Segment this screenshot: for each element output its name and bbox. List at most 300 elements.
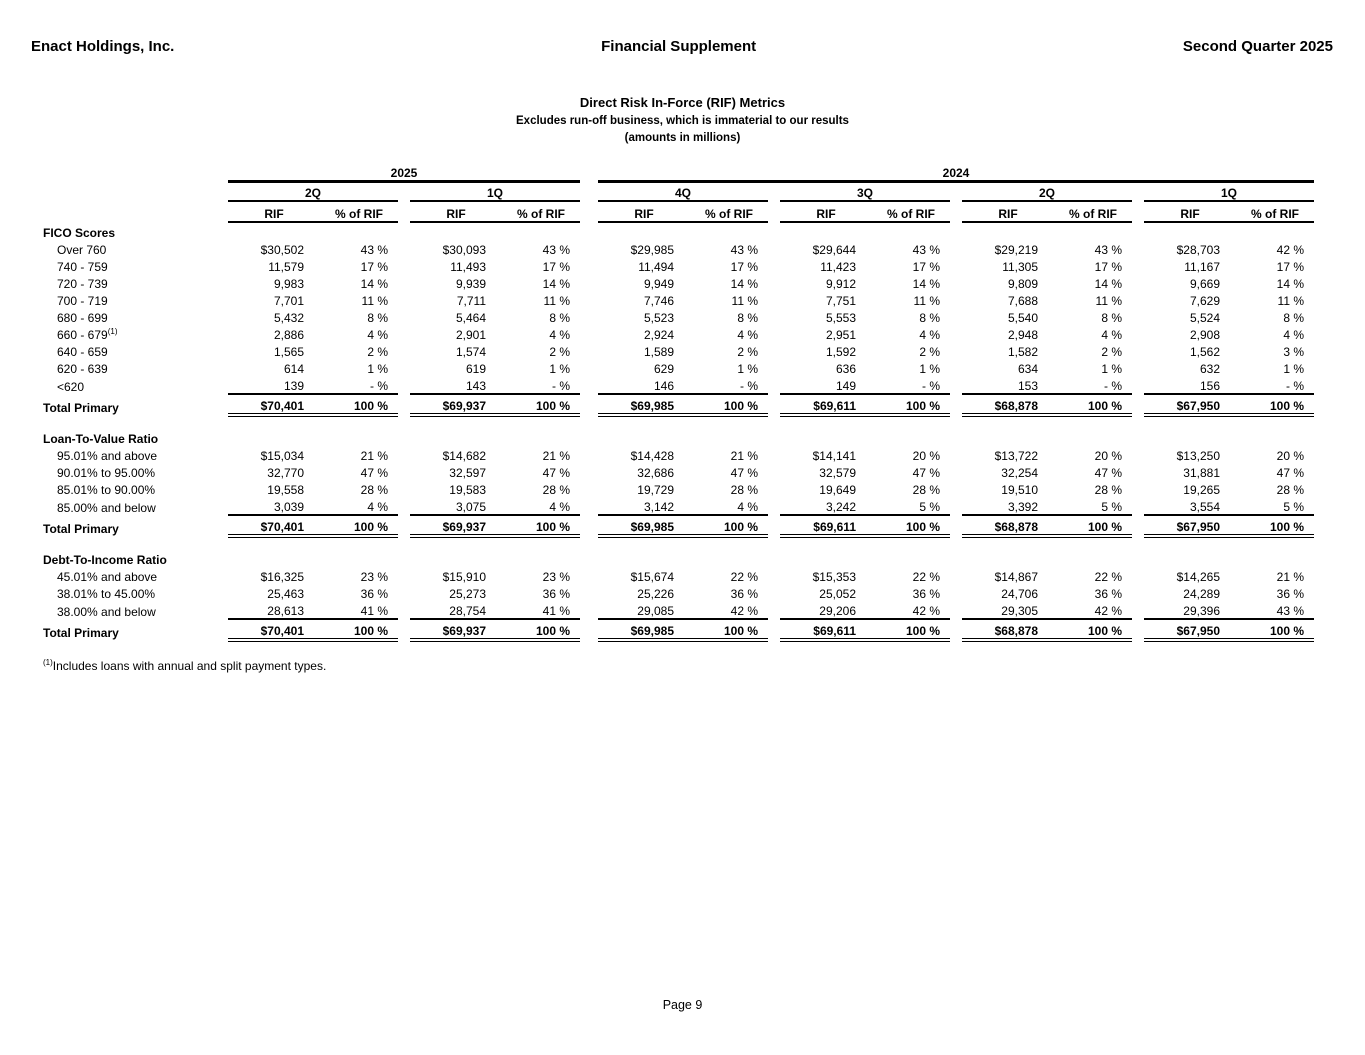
rif-value-cell: 5,523 bbox=[643, 311, 674, 325]
rif-value-cell: 5,524 bbox=[1189, 311, 1220, 325]
gap-cell bbox=[398, 182, 410, 202]
gap-cell bbox=[950, 515, 962, 536]
rif-value-cell: 5,464 bbox=[455, 311, 486, 325]
pct-value-cell: 43 % bbox=[360, 243, 388, 257]
gap-cell bbox=[768, 394, 780, 415]
total-pct-value-cell: 100 % bbox=[320, 515, 398, 536]
rif-value-cell: $15,034 bbox=[260, 449, 304, 463]
rif-value-cell: $14,141 bbox=[812, 449, 856, 463]
pct-value-cell: 4 % bbox=[549, 328, 570, 342]
rif-value-cell: 614 bbox=[283, 362, 304, 376]
rif-value-cell: 146 bbox=[653, 379, 674, 393]
pct-value-cell: 3 % bbox=[1283, 345, 1304, 359]
rif-value-cell: 1,562 bbox=[1189, 345, 1220, 359]
pct-value-cell: 36 % bbox=[1094, 587, 1122, 601]
gap-cell bbox=[950, 463, 962, 480]
total-pct-value-cell: 100 % bbox=[1236, 515, 1314, 536]
rif-value-cell: 11,579 bbox=[268, 260, 304, 274]
row-label-cell bbox=[43, 497, 228, 515]
total-rif-value-cell: $70,401 bbox=[228, 394, 320, 415]
pct-value-cell: 42 % bbox=[912, 604, 940, 618]
rif-value-cell: 3,142 bbox=[643, 500, 674, 514]
total-rif-value-cell: $69,611 bbox=[780, 394, 872, 415]
gap-cell bbox=[580, 601, 598, 619]
row-label-cell bbox=[43, 240, 228, 257]
rif-value-cell: 24,289 bbox=[1183, 587, 1220, 601]
total-pct-value-cell: 100 % bbox=[690, 619, 768, 640]
page-header bbox=[31, 38, 1333, 55]
quarter-label: 4Q bbox=[598, 182, 768, 202]
amounts-note: (amounts in millions) bbox=[624, 132, 741, 144]
gap-cell bbox=[580, 515, 598, 536]
gap-cell bbox=[1132, 182, 1144, 202]
row-label: 620 - 639 bbox=[57, 362, 108, 376]
pct-value-cell: 21 % bbox=[542, 449, 570, 463]
gap-cell bbox=[768, 567, 780, 584]
row-label-cell bbox=[43, 257, 228, 274]
pct-value-cell: 28 % bbox=[1276, 483, 1304, 497]
gap-cell bbox=[950, 584, 962, 601]
pct-value-cell: - % bbox=[1286, 379, 1304, 393]
gap-cell bbox=[1132, 376, 1144, 394]
title-block bbox=[0, 95, 1365, 144]
gap-cell bbox=[950, 257, 962, 274]
pct-value-cell: 4 % bbox=[367, 328, 388, 342]
pct-value-cell: 36 % bbox=[360, 587, 388, 601]
pct-value-cell: 47 % bbox=[360, 466, 388, 480]
section-heading: Loan-To-Value Ratio bbox=[43, 432, 159, 446]
gap-cell bbox=[950, 446, 962, 463]
pct-value-cell: 4 % bbox=[737, 328, 758, 342]
metrics-table-container bbox=[43, 163, 1314, 642]
rif-column-header: RIF bbox=[1144, 201, 1236, 222]
pct-value-cell: 5 % bbox=[919, 500, 940, 514]
footnote-marker: (1) bbox=[43, 658, 53, 667]
row-label: <620 bbox=[57, 380, 85, 394]
rif-value-cell: $14,682 bbox=[442, 449, 486, 463]
total-pct-value-cell: 100 % bbox=[320, 394, 398, 415]
rif-value-cell: 632 bbox=[1199, 362, 1220, 376]
total-rif-value-cell: $69,937 bbox=[410, 619, 502, 640]
gap-cell bbox=[950, 394, 962, 415]
total-pct-value-cell: 100 % bbox=[1236, 394, 1314, 415]
rif-value-cell: 11,167 bbox=[1184, 260, 1220, 274]
gap-cell bbox=[768, 497, 780, 515]
quarter-label: 1Q bbox=[1144, 182, 1314, 202]
pct-value-cell: 5 % bbox=[1101, 500, 1122, 514]
rif-value-cell: 7,701 bbox=[273, 294, 304, 308]
rif-value-cell: 143 bbox=[465, 379, 486, 393]
pct-value-cell: 5 % bbox=[1283, 500, 1304, 514]
pct-value-cell: 21 % bbox=[730, 449, 758, 463]
total-row bbox=[43, 515, 1314, 536]
table-row bbox=[43, 584, 1314, 601]
corner-cell bbox=[43, 182, 228, 202]
footnote-reference: (1) bbox=[107, 327, 118, 336]
rif-value-cell: 24,706 bbox=[1001, 587, 1038, 601]
pct-value-cell: 21 % bbox=[360, 449, 388, 463]
gap-cell bbox=[398, 515, 410, 536]
pct-value-cell: - % bbox=[552, 379, 570, 393]
rif-value-cell: 5,553 bbox=[825, 311, 856, 325]
gap-cell bbox=[1132, 291, 1144, 308]
pct-value-cell: 14 % bbox=[912, 277, 940, 291]
rif-value-cell: 7,746 bbox=[643, 294, 674, 308]
quarter-label: 1Q bbox=[410, 182, 580, 202]
pct-value-cell: 42 % bbox=[1094, 604, 1122, 618]
gap-cell bbox=[580, 567, 598, 584]
pct-value-cell: 1 % bbox=[1101, 362, 1122, 376]
rif-value-cell: $29,644 bbox=[812, 243, 856, 257]
rif-value-cell: 5,432 bbox=[273, 311, 304, 325]
gap-cell bbox=[1132, 601, 1144, 619]
pct-value-cell: 1 % bbox=[919, 362, 940, 376]
pct-value-cell: 43 % bbox=[912, 243, 940, 257]
pct-value-cell: 14 % bbox=[1276, 277, 1304, 291]
gap-cell bbox=[768, 515, 780, 536]
total-pct-value-cell: 100 % bbox=[872, 394, 950, 415]
rif-value-cell: 19,510 bbox=[1001, 483, 1038, 497]
rif-value-cell: 32,254 bbox=[1001, 466, 1038, 480]
rif-column-header: RIF bbox=[780, 201, 872, 222]
rif-value-cell: 3,242 bbox=[825, 500, 856, 514]
rif-value-cell: 28,754 bbox=[449, 604, 486, 618]
pct-value-cell: 17 % bbox=[1276, 260, 1304, 274]
total-pct-value-cell: 100 % bbox=[502, 394, 580, 415]
gap-cell bbox=[768, 308, 780, 325]
gap-cell bbox=[580, 325, 598, 342]
gap-cell bbox=[398, 601, 410, 619]
total-rif-value-cell: $69,937 bbox=[410, 394, 502, 415]
gap-cell bbox=[398, 394, 410, 415]
page-number: Page 9 bbox=[662, 998, 703, 1012]
pct-value-cell: 20 % bbox=[1094, 449, 1122, 463]
total-rif-value-cell: $69,985 bbox=[598, 619, 690, 640]
rif-value-cell: $14,428 bbox=[630, 449, 674, 463]
pct-value-cell: 2 % bbox=[737, 345, 758, 359]
pct-value-cell: 23 % bbox=[542, 570, 570, 584]
footnote-text: Includes loans with annual and split payment types. bbox=[52, 659, 327, 673]
rif-value-cell: 9,809 bbox=[1007, 277, 1038, 291]
rif-value-cell: 9,983 bbox=[273, 277, 304, 291]
pct-value-cell: 8 % bbox=[1101, 311, 1122, 325]
quarter-label: 2Q bbox=[962, 182, 1132, 202]
rif-value-cell: 11,423 bbox=[820, 260, 856, 274]
gap-cell bbox=[398, 376, 410, 394]
report-period: Second Quarter 2025 bbox=[1182, 38, 1333, 55]
pct-value-cell: 17 % bbox=[1094, 260, 1122, 274]
row-label: 660 - 679 bbox=[57, 328, 108, 342]
pct-value-cell: 28 % bbox=[1094, 483, 1122, 497]
pct-value-cell: 43 % bbox=[1276, 604, 1304, 618]
rif-value-cell: 9,949 bbox=[643, 277, 674, 291]
rif-value-cell: $15,353 bbox=[812, 570, 856, 584]
table-row bbox=[43, 601, 1314, 619]
rif-value-cell: 2,901 bbox=[455, 328, 486, 342]
rif-value-cell: 9,669 bbox=[1189, 277, 1220, 291]
pct-value-cell: 11 % bbox=[543, 294, 570, 308]
pct-value-cell: 8 % bbox=[737, 311, 758, 325]
pct-value-cell: 4 % bbox=[367, 500, 388, 514]
row-label: 680 - 699 bbox=[57, 311, 108, 325]
total-rif-value-cell: $68,878 bbox=[962, 619, 1054, 640]
pct-value-cell: 28 % bbox=[912, 483, 940, 497]
total-rif-value-cell: $69,937 bbox=[410, 515, 502, 536]
pct-value-cell: 14 % bbox=[730, 277, 758, 291]
gap-cell bbox=[950, 342, 962, 359]
rif-value-cell: 5,540 bbox=[1007, 311, 1038, 325]
rif-value-cell: 1,565 bbox=[273, 345, 304, 359]
table-row bbox=[43, 291, 1314, 308]
pct-value-cell: 23 % bbox=[360, 570, 388, 584]
total-pct-value-cell: 100 % bbox=[1054, 619, 1132, 640]
pct-value-cell: 47 % bbox=[730, 466, 758, 480]
gap-cell bbox=[398, 240, 410, 257]
gap-cell bbox=[768, 257, 780, 274]
table-row bbox=[43, 463, 1314, 480]
total-rif-value-cell: $70,401 bbox=[228, 515, 320, 536]
gap-cell bbox=[1132, 446, 1144, 463]
row-label-cell bbox=[43, 480, 228, 497]
row-label: 45.01% and above bbox=[57, 570, 158, 584]
gap-cell bbox=[950, 274, 962, 291]
total-pct-value-cell: 100 % bbox=[872, 619, 950, 640]
pct-value-cell: 47 % bbox=[1276, 466, 1304, 480]
row-label-cell bbox=[43, 291, 228, 308]
rif-value-cell: 629 bbox=[653, 362, 674, 376]
pct-value-cell: 1 % bbox=[1283, 362, 1304, 376]
total-label-cell: Total Primary bbox=[43, 626, 119, 640]
gap-cell bbox=[1132, 584, 1144, 601]
rif-value-cell: 3,039 bbox=[273, 500, 304, 514]
gap-cell bbox=[950, 291, 962, 308]
rif-value-cell: $30,093 bbox=[442, 243, 486, 257]
total-pct-value-cell: 100 % bbox=[502, 515, 580, 536]
gap-cell bbox=[580, 308, 598, 325]
gap-cell bbox=[580, 619, 598, 640]
pct-column-header: % of RIF bbox=[872, 201, 950, 222]
gap-cell bbox=[1132, 619, 1144, 640]
gap-cell bbox=[398, 342, 410, 359]
gap-cell bbox=[1132, 342, 1144, 359]
pct-value-cell: 36 % bbox=[542, 587, 570, 601]
rif-value-cell: 3,554 bbox=[1189, 500, 1220, 514]
rif-value-cell: 25,052 bbox=[819, 587, 856, 601]
rif-value-cell: 32,686 bbox=[637, 466, 674, 480]
pct-value-cell: 28 % bbox=[730, 483, 758, 497]
pct-value-cell: 22 % bbox=[730, 570, 758, 584]
gap-cell bbox=[768, 376, 780, 394]
gap-cell bbox=[1132, 274, 1144, 291]
gap-cell bbox=[580, 480, 598, 497]
gap-cell bbox=[950, 325, 962, 342]
total-pct-value-cell: 100 % bbox=[1236, 619, 1314, 640]
gap-cell bbox=[580, 463, 598, 480]
section-heading: Debt-To-Income Ratio bbox=[43, 553, 167, 567]
pct-value-cell: - % bbox=[922, 379, 940, 393]
total-rif-value-cell: $69,611 bbox=[780, 619, 872, 640]
total-row bbox=[43, 394, 1314, 415]
gap-cell bbox=[398, 463, 410, 480]
rif-value-cell: 1,589 bbox=[643, 345, 674, 359]
pct-value-cell: 2 % bbox=[919, 345, 940, 359]
rif-value-cell: 19,583 bbox=[449, 483, 486, 497]
gap-cell bbox=[580, 446, 598, 463]
pct-value-cell: 41 % bbox=[360, 604, 388, 618]
pct-value-cell: 14 % bbox=[360, 277, 388, 291]
pct-value-cell: 47 % bbox=[1094, 466, 1122, 480]
rif-value-cell: 634 bbox=[1017, 362, 1038, 376]
row-label: 85.01% to 90.00% bbox=[57, 483, 156, 497]
gap-cell bbox=[398, 480, 410, 497]
rif-value-cell: 2,886 bbox=[273, 328, 304, 342]
table-row bbox=[43, 342, 1314, 359]
rif-value-cell: 11,493 bbox=[450, 260, 486, 274]
total-pct-value-cell: 100 % bbox=[1054, 394, 1132, 415]
row-label-cell bbox=[43, 567, 228, 584]
pct-value-cell: 41 % bbox=[542, 604, 570, 618]
gap-cell bbox=[580, 394, 598, 415]
gap-cell bbox=[950, 359, 962, 376]
row-label-cell bbox=[43, 584, 228, 601]
row-label-cell bbox=[43, 463, 228, 480]
pct-value-cell: 36 % bbox=[1276, 587, 1304, 601]
row-label: 38.00% and below bbox=[57, 605, 156, 619]
gap-cell bbox=[1132, 463, 1144, 480]
gap-cell bbox=[398, 201, 410, 222]
rif-value-cell: 1,582 bbox=[1007, 345, 1038, 359]
gap-cell bbox=[580, 291, 598, 308]
gap-cell bbox=[1132, 359, 1144, 376]
table-subtitle: Excludes run-off business, which is immaterial to our results bbox=[516, 115, 849, 127]
table-row bbox=[43, 567, 1314, 584]
pct-value-cell: 11 % bbox=[1277, 294, 1304, 308]
pct-value-cell: - % bbox=[370, 379, 388, 393]
pct-value-cell: 1 % bbox=[367, 362, 388, 376]
pct-value-cell: 42 % bbox=[1276, 243, 1304, 257]
rif-value-cell: 1,592 bbox=[825, 345, 856, 359]
gap-cell bbox=[1132, 497, 1144, 515]
row-label: 85.00% and below bbox=[57, 501, 156, 515]
table-row bbox=[43, 480, 1314, 497]
gap-cell bbox=[950, 567, 962, 584]
rif-value-cell: $29,219 bbox=[994, 243, 1038, 257]
rif-value-cell: 3,392 bbox=[1007, 500, 1038, 514]
rif-value-cell: $15,910 bbox=[442, 570, 486, 584]
gap-cell bbox=[1132, 325, 1144, 342]
pct-value-cell: 20 % bbox=[912, 449, 940, 463]
rif-value-cell: $30,502 bbox=[260, 243, 304, 257]
corner-cell bbox=[43, 201, 228, 222]
pct-value-cell: 4 % bbox=[737, 500, 758, 514]
document-title: Financial Supplement bbox=[601, 38, 757, 55]
pct-value-cell: 1 % bbox=[737, 362, 758, 376]
pct-column-header: % of RIF bbox=[690, 201, 768, 222]
pct-value-cell: 36 % bbox=[912, 587, 940, 601]
gap-cell bbox=[768, 601, 780, 619]
rif-value-cell: 11,305 bbox=[1002, 260, 1038, 274]
pct-value-cell: 17 % bbox=[360, 260, 388, 274]
pct-value-cell: - % bbox=[740, 379, 758, 393]
rif-value-cell: 11,494 bbox=[638, 260, 674, 274]
row-label-cell bbox=[43, 308, 228, 325]
year-header-row bbox=[43, 163, 1314, 182]
table-row bbox=[43, 359, 1314, 376]
gap-cell bbox=[768, 463, 780, 480]
gap-cell bbox=[580, 240, 598, 257]
rif-value-cell: 2,908 bbox=[1189, 328, 1220, 342]
gap-cell bbox=[768, 325, 780, 342]
rif-column-header: RIF bbox=[598, 201, 690, 222]
row-label: 38.01% to 45.00% bbox=[57, 587, 156, 601]
total-pct-value-cell: 100 % bbox=[690, 394, 768, 415]
gap-cell bbox=[398, 567, 410, 584]
total-rif-value-cell: $69,611 bbox=[780, 515, 872, 536]
rif-value-cell: 31,881 bbox=[1183, 466, 1220, 480]
gap-cell bbox=[398, 359, 410, 376]
pct-value-cell: 11 % bbox=[913, 294, 940, 308]
gap-cell bbox=[580, 257, 598, 274]
rif-value-cell: 153 bbox=[1017, 379, 1038, 393]
total-label-cell: Total Primary bbox=[43, 401, 119, 415]
total-rif-value-cell: $67,950 bbox=[1144, 515, 1236, 536]
pct-value-cell: 17 % bbox=[912, 260, 940, 274]
rif-value-cell: 19,265 bbox=[1183, 483, 1220, 497]
total-rif-value-cell: $68,878 bbox=[962, 394, 1054, 415]
table-row bbox=[43, 257, 1314, 274]
pct-value-cell: 47 % bbox=[542, 466, 570, 480]
section-spacer bbox=[43, 415, 1314, 429]
pct-value-cell: 8 % bbox=[919, 311, 940, 325]
pct-value-cell: 43 % bbox=[1094, 243, 1122, 257]
quarter-header-row bbox=[43, 182, 1314, 202]
rif-value-cell: 7,629 bbox=[1189, 294, 1220, 308]
pct-value-cell: 47 % bbox=[912, 466, 940, 480]
pct-column-header: % of RIF bbox=[320, 201, 398, 222]
pct-value-cell: 20 % bbox=[1276, 449, 1304, 463]
gap-cell bbox=[768, 584, 780, 601]
rif-value-cell: 9,939 bbox=[455, 277, 486, 291]
rif-value-cell: 2,924 bbox=[643, 328, 674, 342]
table-row bbox=[43, 376, 1314, 394]
row-label: 700 - 719 bbox=[57, 294, 108, 308]
total-rif-value-cell: $69,985 bbox=[598, 515, 690, 536]
gap-cell bbox=[768, 291, 780, 308]
row-label: 720 - 739 bbox=[57, 277, 108, 291]
table-row bbox=[43, 497, 1314, 515]
rif-value-cell: 149 bbox=[835, 379, 856, 393]
total-rif-value-cell: $70,401 bbox=[228, 619, 320, 640]
gap-cell bbox=[398, 274, 410, 291]
pct-value-cell: 21 % bbox=[1276, 570, 1304, 584]
row-label-cell bbox=[43, 325, 228, 342]
gap-cell bbox=[768, 480, 780, 497]
total-rif-value-cell: $67,950 bbox=[1144, 394, 1236, 415]
pct-column-header: % of RIF bbox=[502, 201, 580, 222]
rif-column-header: RIF bbox=[228, 201, 320, 222]
section-heading: FICO Scores bbox=[43, 226, 116, 240]
rif-value-cell: 28,613 bbox=[267, 604, 304, 618]
gap-cell bbox=[398, 497, 410, 515]
gap-cell bbox=[398, 291, 410, 308]
quarter-label: 2Q bbox=[228, 182, 398, 202]
rif-column-header: RIF bbox=[962, 201, 1054, 222]
gap-cell bbox=[1132, 567, 1144, 584]
pct-value-cell: 43 % bbox=[542, 243, 570, 257]
pct-column-header: % of RIF bbox=[1054, 201, 1132, 222]
rif-column-header: RIF bbox=[410, 201, 502, 222]
pct-value-cell: 2 % bbox=[367, 345, 388, 359]
